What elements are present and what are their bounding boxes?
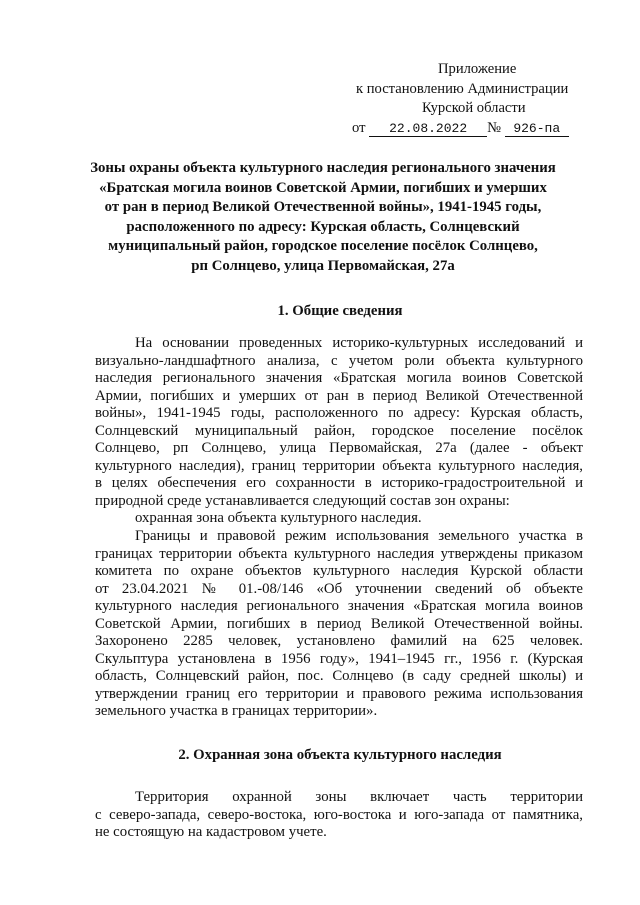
section-2-text bbox=[95, 789, 583, 842]
text-line: земельного участка в границах территории». bbox=[95, 703, 378, 720]
text-line: Захоронено 2285 человек, установлено фамилий на 625 человек. bbox=[95, 633, 583, 650]
text-line: комитета по охране объектов культурного наследия Курской области bbox=[95, 563, 583, 580]
resolution-reference: к постановлению Администрации bbox=[356, 80, 569, 97]
text-line: Границы и правовой режим использования земельного участка в bbox=[135, 528, 583, 545]
title-line: «Братская могила воинов Советской Армии, погибших и умерших bbox=[99, 179, 547, 196]
title-line: расположенного по адресу: Курская область, Солнцевский bbox=[126, 218, 520, 235]
title-line: от ран в период Великой Отечественной войны», 1941-1945 годы, bbox=[104, 199, 542, 216]
text-line: область, Солнцевский район, пос. Солнцево (в саду средней школы) и bbox=[95, 668, 583, 685]
appendix-label: Приложение bbox=[438, 61, 517, 77]
document-title bbox=[60, 159, 586, 277]
section-1-heading: 1. Общие сведения bbox=[277, 303, 403, 319]
text-line: наследия регионального значения «Братская могила воинов Советской bbox=[95, 370, 583, 387]
text-line: Советской Армии, погибших в период Великой Отечественной войны. bbox=[95, 615, 583, 632]
text-line: Территория охранной зоны включает часть территории bbox=[135, 789, 583, 805]
text-line: Солнцево, рп Солнцево, улица Первомайская, 27а (далее - объект bbox=[95, 440, 583, 457]
text-line: утверждении границ его территории и правового режима использования bbox=[95, 685, 583, 702]
text-line: охранная зона объекта культурного наследия. bbox=[135, 510, 422, 527]
text-line: в целях обеспечения его сохранности в историко-градостроительной и bbox=[95, 475, 583, 492]
region-name: Курской области bbox=[422, 100, 526, 116]
text-line: с северо-запада, северо-востока, юго-востока и юго-запада от памятника, bbox=[95, 806, 583, 823]
text-line: культурного наследия), границ территории объекта культурного наследия, bbox=[95, 457, 583, 474]
date-number-line bbox=[352, 119, 592, 139]
resolution-date: 22.08.2022 bbox=[369, 121, 487, 137]
text-line: Армии, погибших и умерших от ран в период Великой Отечественной bbox=[95, 387, 583, 404]
text-line: На основании проведенных историко-культурных исследований и bbox=[135, 335, 583, 351]
appendix-header bbox=[352, 60, 592, 138]
text-line: природной среде устанавливается следующий состав зон охраны: bbox=[95, 492, 510, 509]
text-line: Скульптура установлена в 1956 году», 1941–1945 гг., 1956 г. (Курская bbox=[95, 650, 583, 667]
section-1-text bbox=[95, 335, 583, 721]
title-line: рп Солнцево, улица Первомайская, 27а bbox=[191, 257, 455, 274]
date-prefix: от bbox=[352, 119, 366, 136]
resolution-number: 926-па bbox=[505, 121, 569, 137]
section-2-heading: 2. Охранная зона объекта культурного наследия bbox=[178, 747, 502, 763]
number-prefix: № bbox=[487, 119, 502, 136]
text-line: войны», 1941-1945 годы, расположенного по адресу: Курская область, bbox=[95, 405, 583, 422]
text-line: не состоящую на кадастровом учете. bbox=[95, 824, 327, 841]
text-line: от 23.04.2021 № 01.-08/146 «Об уточнении сведений об объекте bbox=[95, 580, 583, 597]
text-line: визуально-ландшафтного анализа, с учетом роли объекта культурного bbox=[95, 352, 583, 369]
text-line: культурного наследия регионального значения «Братская могила воинов bbox=[95, 598, 583, 615]
text-line: Солнцевский муниципальный район, городское поселение посёлок bbox=[95, 422, 583, 439]
title-line: муниципальный район, городское поселение посёлок Солнцево, bbox=[108, 238, 538, 255]
text-line: границах территории объекта культурного наследия утверждены приказом bbox=[95, 545, 583, 562]
title-line: Зоны охраны объекта культурного наследия регионального значения bbox=[90, 160, 556, 176]
